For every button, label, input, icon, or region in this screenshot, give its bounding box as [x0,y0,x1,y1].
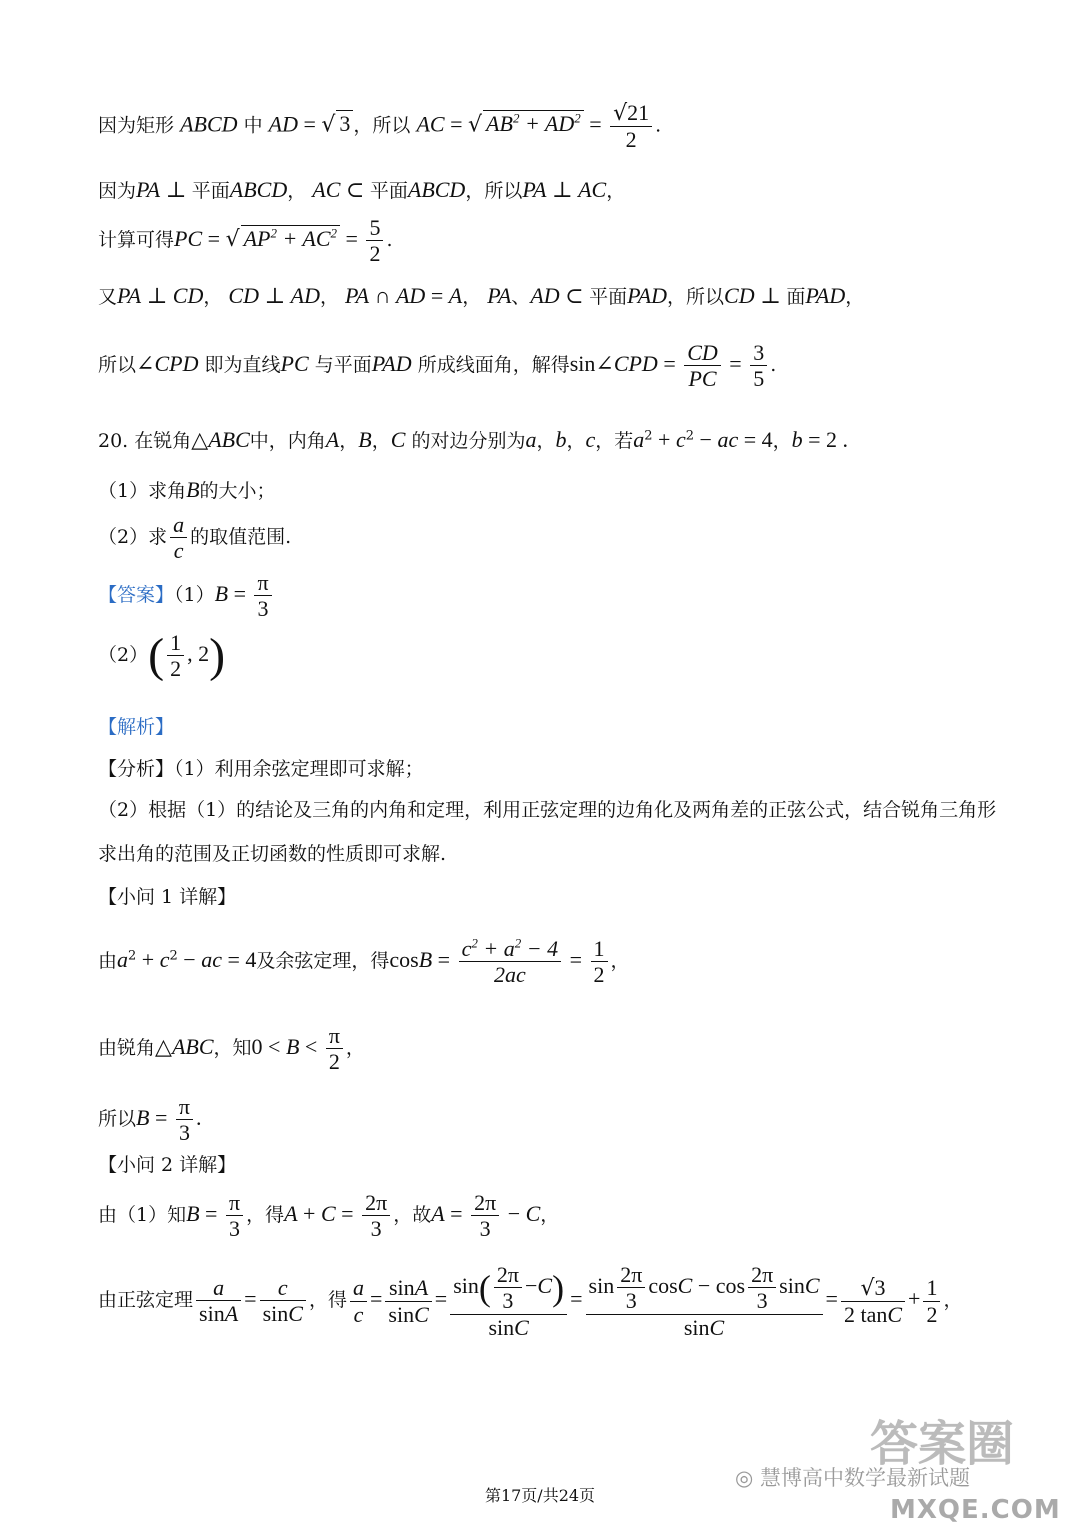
subq-2-heading: 【小问 2 详解】 [98,1154,237,1176]
subq-1-heading: 【小问 1 详解】 [98,886,237,908]
line-B-value: 所以B = $\frac{\pi}{3}$ . [98,1094,202,1146]
line-sin-cpd: 所以∠CPD 即为直线PC 与平面PAD 所成线面角，解得sin∠CPD = $\frac{CD}{PC}$ = $\frac{3}{5}$ . [98,340,777,392]
wechat-icon: ◎ [735,1466,760,1490]
fenxi-2: （2）根据（1）的结论及三角的内角和定理，利用正弦定理的边角化及两角差的正弦公式，结合锐角三角形求出角的范围及正切函数的性质即可求解. [98,799,997,865]
line-ac-length: 因为矩形 ABCD 中 AD = √ 3 ，所以 AC = √ $AB^2 + AD^2$ = $\frac{√21}{2}$ . [98,100,662,153]
question-20-part-2: （2）求 $\frac{a}{c}$ 的取值范围. [98,512,292,564]
line-A-C: 由（1）知B = $\frac{\pi}{3}$ ，得A + C = $\frac{2\pi}{3}$ ，故A = $\frac{2\pi}{3}$ − C， [98,1190,560,1242]
fenxi-1: 【分析】（1）利用余弦定理即可求解； [98,758,424,780]
line-cosB: 由$a^2 + c^2$ − ac = 4及余弦定理，得cosB = $\frac{c^2 + a^2 - 4}{2ac}$ = $\frac{1}{2}$ ， [98,935,630,988]
analysis-label: 【解析】 [98,716,175,738]
answer-2: （2）( $\frac{1}{2}$ , 2) [98,628,226,682]
line-sine-rule: 由正弦定理 $\frac{a}{\sin A}$ = $\frac{c}{\sin C}$ ，得 $\frac{a}{c}$ = $\frac{\sin A}{\sin C}$ = sin( $\frac{2\pi}{3}$ −C) sinC = sin $\frac{2\pi}{3}$ cosC − cos $\frac{2\pi}{3}$ sinC sinC = $\frac{√3}{2 \tan C}$ + $\frac{1}{2}$ ， [98,1262,963,1340]
watermark-site: MXQE.COM [890,1495,1061,1525]
line-pc-length: 计算可得PC = √ $AP^2 + AC^2$ = $\frac{5}{2}$ . [98,215,393,267]
line-cd-perp: 又PA ⊥ CD， CD ⊥ AD， PA ∩ AD = A， PA、AD ⊂ 平面PAD，所以CD ⊥ 面PAD， [98,283,865,308]
question-20-part-1: （1）求角B的大小； [98,477,276,502]
answer-1: 【答案】（1）B = $\frac{\pi}{3}$ [98,570,275,622]
watermark-logo: 答案圈 [870,1416,1015,1472]
question-20: 20. 在锐角△ABC中，内角A，B，C 的对边分别为a，b，c，若$a^2 + c^2$ − ac = 4，b = 2 . [98,427,849,452]
answer-label: 【答案】 [98,583,175,606]
line-B-range: 由锐角△ABC，知0 < B < $\frac{\pi}{2}$ ， [98,1023,365,1075]
page-number: 第17页/共24页 [484,1486,596,1505]
line-pa-perp: 因为PA ⊥ 平面ABCD， AC ⊂ 平面ABCD，所以PA ⊥ AC， [98,177,626,202]
watermark-text: ◎ 慧博高中数学最新试题 [735,1466,970,1490]
